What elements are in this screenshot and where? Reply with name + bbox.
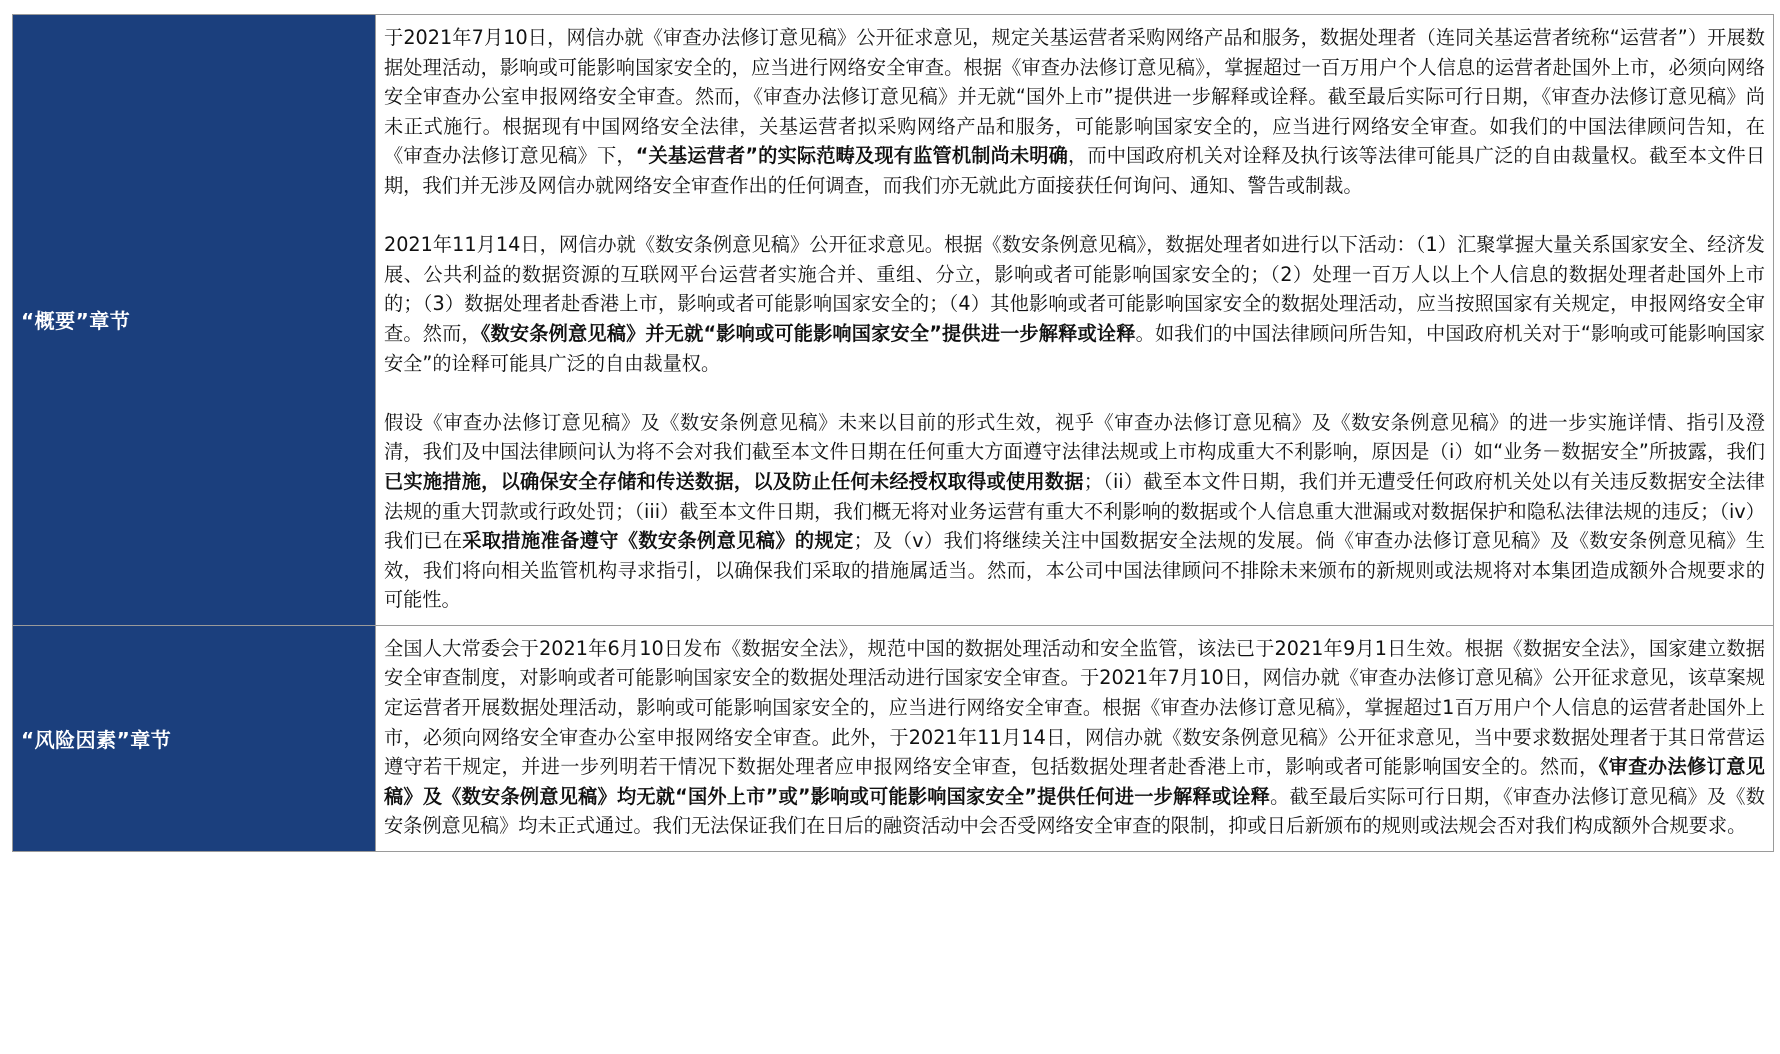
section-content-overview [376,15,1774,626]
bold-text-run: 已实施措施，以确保安全存储和传送数据，以及防止任何未经授权取得或使用数据 [384,469,1084,493]
section-content-risk-factors [376,625,1774,851]
table-row-risk-factors [13,625,1774,851]
bold-text-run: “关基运营者”的实际范畴及现有监管机制尚未明确 [635,144,1069,168]
bold-text-run: 《审查办法修订意见稿》及《数安条例意见稿》均无就“国外上市”或”影响或可能影响国家安全”提供任何进一步解释或诠释 [384,755,1765,808]
text-run: 。截至最后实际可行日期，《审查办法修订意见稿》及《数安条例意见稿》均未正式通过。我们无法保证我们在日后的融资活动中会否受网络安全审查的限制，抑或日后新颁布的规则或法规会否对我们构成额外合规要求。 [384,784,1765,838]
text-run: ；及（v）我们将继续关注中国数据安全法规的发展。倘《审查办法修订意见稿》及《数安条例意见稿》生效，我们将向相关监管机构寻求指引，以确保我们采取的措施属适当。然而，本公司中国法律顾问不排除未来颁布的新规则或法规将对本集团造成额外合规要求的可能性。 [384,529,1765,612]
table-row-overview [13,15,1774,626]
text-run: 全国人大常委会于2021年6月10日发布《数据安全法》，规范中国的数据处理活动和安全监管，该法已于2021年9月1日生效。根据《数据安全法》，国家建立数据安全审查制度，对影响或者可能影响国家安全的数据处理活动进行国家安全审查。于2021年7月10日，网信办就《审查办法修订意见稿》公开征求意见，该草案规定运营者开展数据处理活动，影响或可能影响国家安全的，应当进行网络安全审查。根据《审查办法修订意见稿》，掌握超过1百万用户个人信息的运营者赴国外上市，必须向网络安全审查办公室申报网络安全审查。此外，于2021年11月14日，网信办就《数安条例意见稿》公开征求意见，当中要求数据处理者于其日常营运遵守若干规定，并进一步列明若干情况下数据处理者应申报网络安全审查，包括数据处理者赴香港上市，影响或者可能影响国安全的。然而， [384,636,1765,779]
text-run: 于2021年7月10日，网信办就《审查办法修订意见稿》公开征求意见，规定关基运营者采购网络产品和服务，数据处理者（连同关基运营者统称“运营者”）开展数据处理活动，影响或可能影响国家安全的，应当进行网络安全审查。根据《审查办法修订意见稿》，掌握超过一百万用户个人信息的运营者赴国外上市，必须向网络安全审查办公室申报网络安全审查。然而，《审查办法修订意见稿》并无就“国外上市”提供进一步解释或诠释。截至最后实际可行日期，《审查办法修订意见稿》尚未正式施行。根据现有中国网络安全法律，关基运营者拟采购网络产品和服务，可能影响国家安全的，应当进行网络安全审查。如我们的中国法律顾问告知，在《审查办法修订意见稿》下， [384,26,1765,168]
bold-text-run: 《数安条例意见稿》并无就“影响或可能影响国家安全”提供进一步解释或诠释 [480,321,1136,345]
text-run: ；（ii）截至本文件日期，我们并无遭受任何政府机关处以有关违反数据安全法律法规的重大罚款或行政处罚；（iii）截至本文件日期，我们概无将对业务运营有重大不利影响的数据或个人信息重大泄漏或对数据保护和隐私法律法规的违反；（iv）我们已在 [384,469,1765,553]
paragraph [384,634,1765,841]
text-run: 。如我们的中国法律顾问所告知，中国政府机关对于“影响或可能影响国家安全”的诠释可能具广泛的自由裁量权。 [384,321,1765,375]
text-run: 假设《审查办法修订意见稿》及《数安条例意见稿》未来以目前的形式生效，视乎《审查办法修订意见稿》及《数安条例意见稿》的进一步实施详情、指引及澄清，我们及中国法律顾问认为将不会对我们截至本文件日期在任何重大方面遵守法律法规或上市构成重大不利影响，原因是（i）如“业务－数据安全”所披露，我们 [384,410,1765,464]
text-run: ，而中国政府机关对诠释及执行该等法律可能具广泛的自由裁量权。截至本文件日期，我们并无涉及网信办就网络安全审查作出的任何调查，而我们亦无就此方面接获任何询问、通知、警告或制裁。 [384,144,1766,197]
paragraph [384,408,1765,615]
text-run: 2021年11月14日，网信办就《数安条例意见稿》公开征求意见。根据《数安条例意见稿》，数据处理者如进行以下活动：（1）汇聚掌握大量关系国家安全、经济发展、公共利益的数据资源的互联网平台运营者实施合并、重组、分立，影响或者可能影响国家安全的；（2）处理一百万人以上个人信息的数据处理者赴国外上市的；（3）数据处理者赴香港上市，影响或者可能影响国家安全的；（4）其他影响或者可能影响国家安全的数据处理活动，应当按照国家有关规定，申报网络安全审查。然而， [384,233,1765,345]
section-label-risk-factors: “风险因素”章节 [13,625,376,851]
paragraph [384,230,1765,378]
disclosure-table [12,14,1774,852]
section-label-overview: “概要”章节 [13,15,376,626]
paragraph [384,23,1765,201]
bold-text-run: 采取措施准备遵守《数安条例意见稿》的规定 [462,529,854,553]
